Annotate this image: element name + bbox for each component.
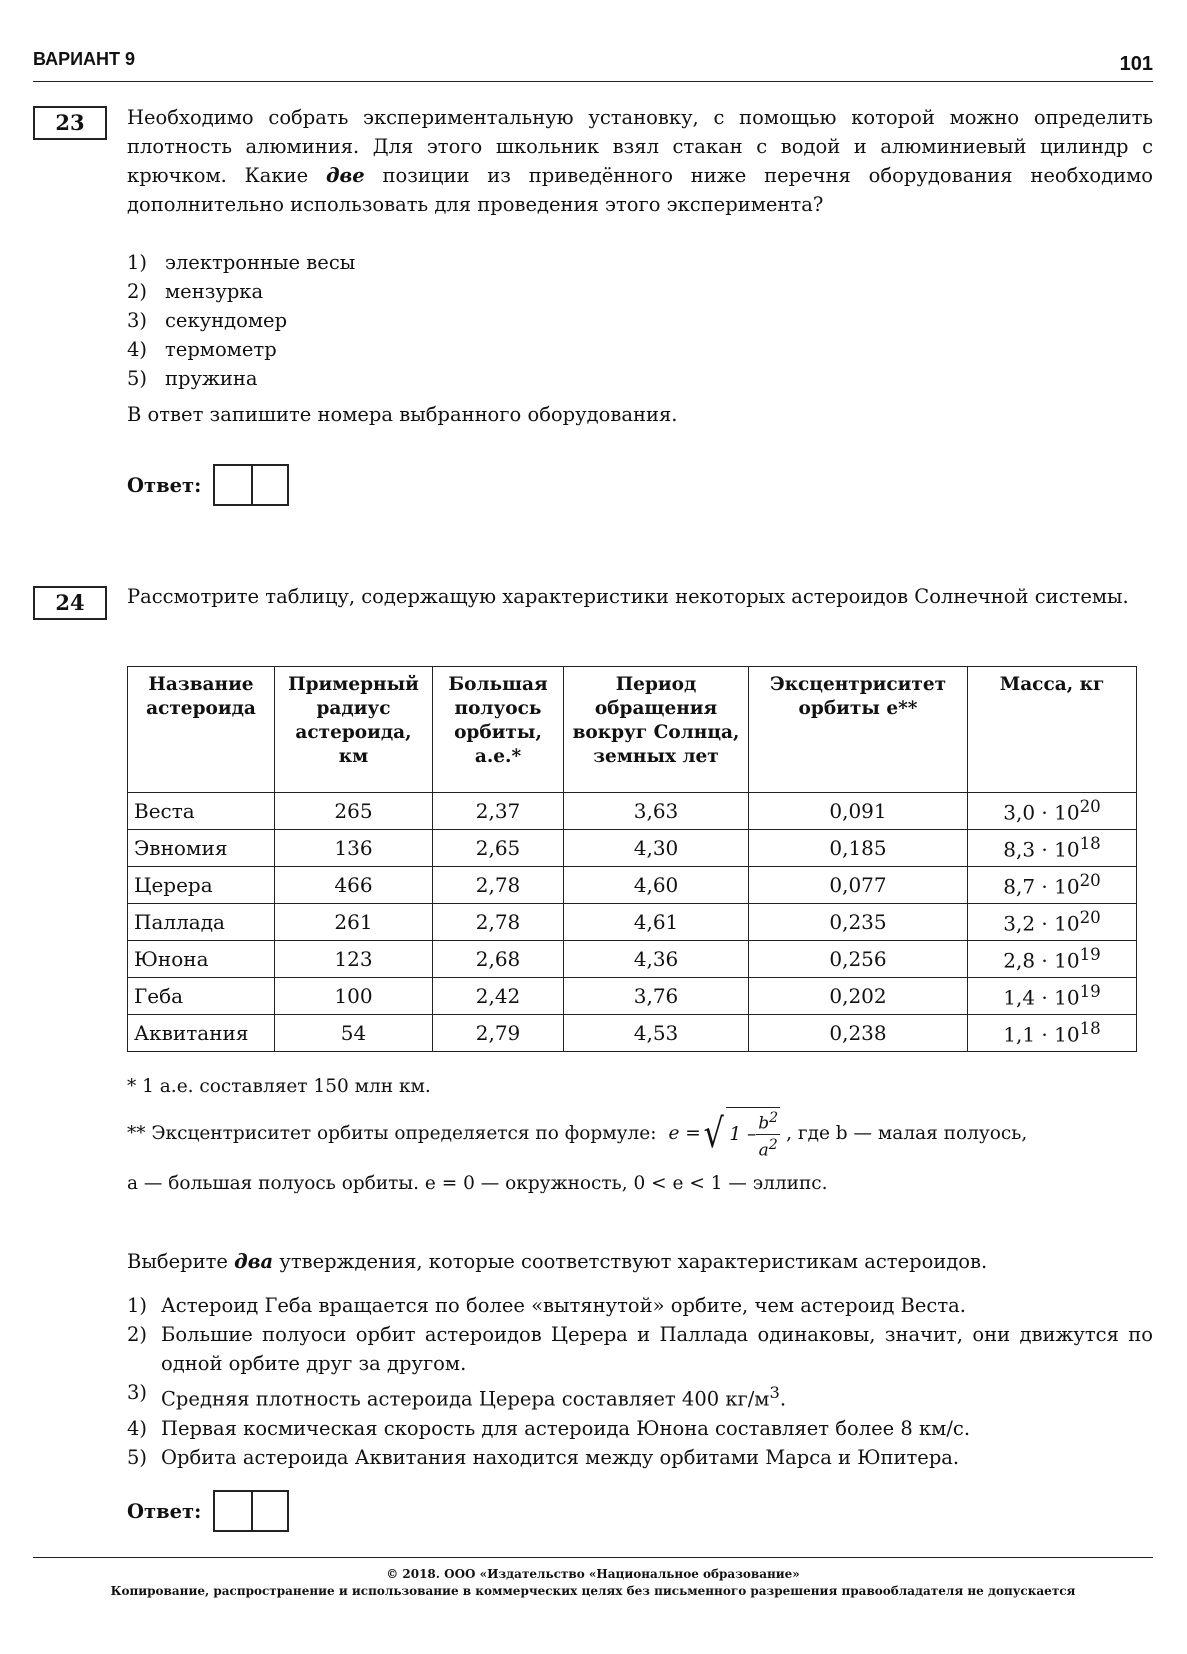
answer-boxes[interactable]	[213, 464, 289, 506]
asteroid-name: Веста	[128, 793, 275, 830]
column-header: Эксцентриситет орбиты e**	[749, 667, 968, 793]
question-24-instruction: Выберите два утверждения, которые соответствуют характеристикам астероидов.	[127, 1250, 988, 1273]
asteroid-name: Аквитания	[128, 1015, 275, 1052]
statement-item: 1) Астероид Геба вращается по более «вытянутой» орбите, чем астероид Веста.	[127, 1294, 966, 1317]
table-row	[128, 1015, 1137, 1052]
asteroid-period: 4,61	[564, 904, 749, 941]
statement-item: 4) Первая космическая скорость для астероида Юнона составляет более 8 км/с.	[127, 1416, 971, 1440]
option-item: 5) пружина	[127, 367, 258, 390]
asteroid-period: 4,30	[564, 830, 749, 867]
statement-item: 2) Большие полуоси орбит астероидов Церера и Паллада одинаковы, значит, они движутся по одной орбите друг за другом.	[127, 1323, 1153, 1375]
asteroid-ecc: 0,256	[749, 941, 968, 978]
asteroid-axis: 2,65	[433, 830, 564, 867]
asteroid-radius: 100	[275, 978, 433, 1015]
asteroid-ecc: 0,077	[749, 867, 968, 904]
asteroid-period: 4,53	[564, 1015, 749, 1052]
asteroid-mass: $1,4 \cdot 10^{19}$	[968, 978, 1137, 1015]
option-item: 4) термометр	[127, 338, 277, 361]
question-24-answer	[127, 1490, 289, 1532]
answer-cell[interactable]	[251, 466, 287, 504]
footnote-1: * 1 а.е. составляет 150 млн км.	[127, 1076, 431, 1097]
question-23-options	[127, 248, 1153, 393]
asteroid-period: 4,60	[564, 867, 749, 904]
asteroid-ecc: 0,185	[749, 830, 968, 867]
table-row	[128, 941, 1137, 978]
column-header: Название астероида	[128, 667, 275, 793]
option-item: 1) электронные весы	[127, 251, 356, 274]
asteroid-ecc: 0,235	[749, 904, 968, 941]
asteroid-ecc: 0,091	[749, 793, 968, 830]
answer-cell[interactable]	[251, 1492, 287, 1530]
option-item: 2) мензурка	[127, 280, 264, 303]
asteroid-mass: $3,2 \cdot 10^{20}$	[968, 904, 1137, 941]
copyright-line: © 2018. ООО «Издательство «Национальное образование»	[386, 1567, 800, 1581]
asteroid-radius: 265	[275, 793, 433, 830]
asteroid-radius: 54	[275, 1015, 433, 1052]
asteroid-mass: $8,7 \cdot 10^{20}$	[968, 867, 1137, 904]
answer-label: Ответ:	[127, 473, 202, 497]
asteroid-radius: 136	[275, 830, 433, 867]
asteroid-axis: 2,68	[433, 941, 564, 978]
option-item: 3) секундомер	[127, 309, 288, 332]
column-header: Примерный радиус астероида, км	[275, 667, 433, 793]
answer-cell[interactable]	[215, 1492, 251, 1530]
copyright-notice: Копирование, распространение и использование в коммерческих целях без письменного разрешения правообладателя не допускается	[110, 1584, 1076, 1598]
variant-label: ВАРИАНТ 9	[33, 49, 136, 69]
table-row	[128, 904, 1137, 941]
asteroid-mass: $1,1 \cdot 10^{18}$	[968, 1015, 1137, 1052]
asteroid-mass: $3,0 \cdot 10^{20}$	[968, 793, 1137, 830]
asteroid-axis: 2,78	[433, 904, 564, 941]
page-footer	[33, 1557, 1153, 1600]
asteroid-period: 3,63	[564, 793, 749, 830]
asteroid-radius: 466	[275, 867, 433, 904]
page-number: 101	[1119, 53, 1153, 75]
asteroid-name: Паллада	[128, 904, 275, 941]
statement-item: 3) Средняя плотность астероида Церера составляет 400 $кг/м^3$.	[127, 1381, 787, 1411]
column-header: Большая полуось орбиты, а.е.*	[433, 667, 564, 793]
asteroid-name: Церера	[128, 867, 275, 904]
column-header: Период обращения вокруг Солнца, земных лет	[564, 667, 749, 793]
asteroid-mass: $8,3 \cdot 10^{18}$	[968, 830, 1137, 867]
table-row	[128, 867, 1137, 904]
question-24-statements	[127, 1291, 1153, 1472]
eccentricity-formula: e = √ 1 – $\frac{b^2}{a^2}$	[668, 1107, 780, 1160]
asteroid-axis: 2,37	[433, 793, 564, 830]
footnote-2	[127, 1107, 1153, 1160]
question-23-answer	[127, 464, 289, 506]
page-header	[33, 45, 1153, 82]
table-row	[128, 978, 1137, 1015]
asteroid-ecc: 0,202	[749, 978, 968, 1015]
table-header-row	[128, 667, 1137, 793]
asteroid-mass: $2,8 \cdot 10^{19}$	[968, 941, 1137, 978]
asteroid-period: 4,36	[564, 941, 749, 978]
asteroid-ecc: 0,238	[749, 1015, 968, 1052]
asteroid-name: Юнона	[128, 941, 275, 978]
asteroid-axis: 2,78	[433, 867, 564, 904]
statement-item: 5) Орбита астероида Аквитания находится между орбитами Марса и Юпитера.	[127, 1445, 960, 1469]
footnote-2-text: ** Эксцентриситет орбиты определяется по формуле:	[127, 1123, 657, 1145]
question-23-number: 23	[33, 106, 107, 140]
answer-boxes[interactable]	[213, 1490, 289, 1532]
asteroid-name: Эвномия	[128, 830, 275, 867]
asteroid-name: Геба	[128, 978, 275, 1015]
question-23-instruction: В ответ запишите номера выбранного оборудования.	[127, 403, 678, 426]
asteroid-table	[127, 666, 1137, 1052]
asteroid-period: 3,76	[564, 978, 749, 1015]
asteroid-radius: 261	[275, 904, 433, 941]
column-header: Масса, кг	[968, 667, 1137, 793]
asteroid-axis: 2,79	[433, 1015, 564, 1052]
footnote-2-tail: , где b — малая полуось,	[786, 1123, 1028, 1145]
table-row	[128, 793, 1137, 830]
asteroid-radius: 123	[275, 941, 433, 978]
table-row	[128, 830, 1137, 867]
footnote-3: a — большая полуось орбиты. e = 0 — окружность, 0 < e < 1 — эллипс.	[127, 1173, 828, 1194]
answer-cell[interactable]	[215, 466, 251, 504]
question-24-intro: Рассмотрите таблицу, содержащую характеристики некоторых астероидов Солнечной системы.	[127, 585, 1129, 608]
question-23-text: Необходимо собрать экспериментальную установку, с помощью которой можно определить плотность алюминия. Для этого школьник взял стакан с водой и алюминиевый цилиндр с крючком. Какие две позиции из приведённого ниже перечня оборудования необходимо дополнительно использовать для проведения этого эксперимента?	[127, 106, 1153, 216]
answer-label: Ответ:	[127, 1499, 202, 1523]
asteroid-axis: 2,42	[433, 978, 564, 1015]
question-24-number: 24	[33, 586, 107, 620]
